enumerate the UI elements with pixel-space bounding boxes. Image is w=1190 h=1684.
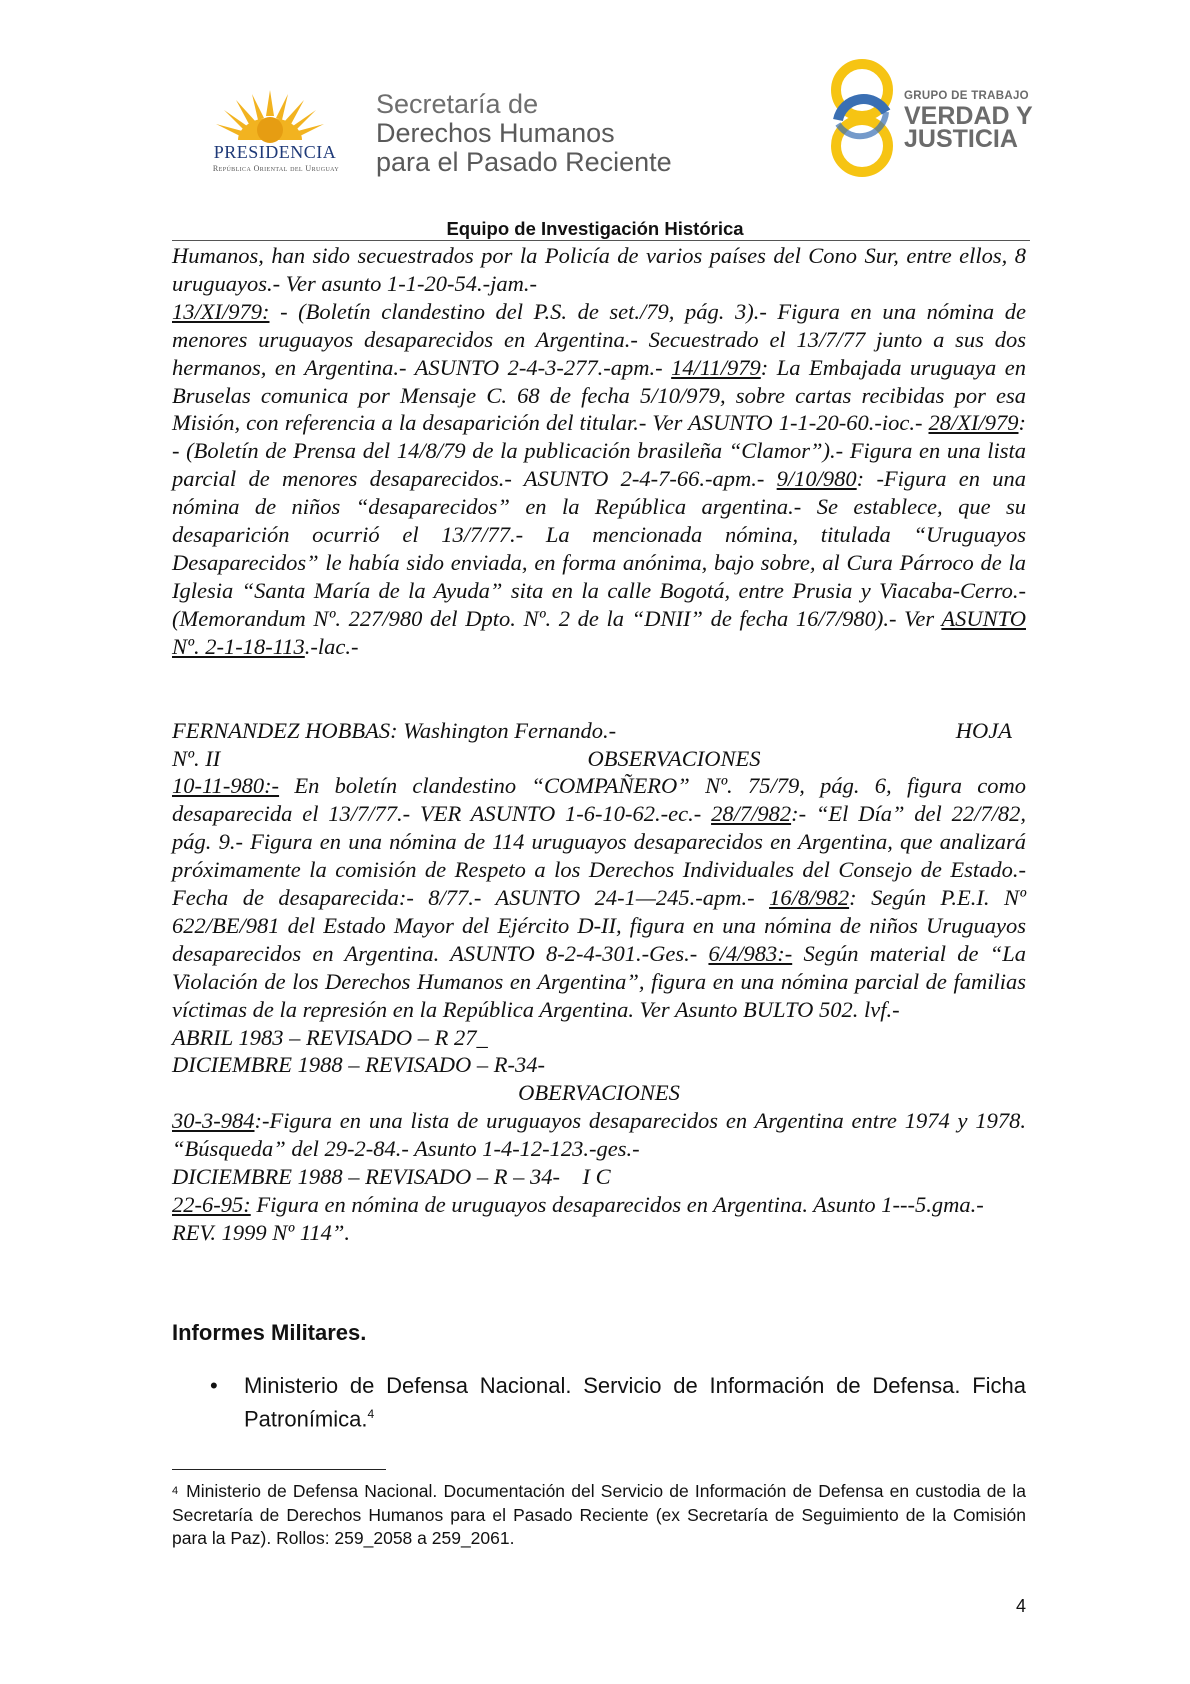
secretaria-line-3: para el Pasado Reciente: [376, 147, 672, 177]
text-run: .-lac.-: [304, 633, 359, 659]
document-body: [172, 242, 1026, 1247]
text-run: :- “El Día” del 22/7/82, pág. 9.- Figura en una nómina de 114 uruguayos desaparecidos en Argentina, que analizará próximamente la comisión de Respeto a los Derechos Individuales del Consejo de Estado.- Fecha de desaparecida:- 8/77.- ASUNTO 24-1—245.-apm.-: [172, 801, 1026, 911]
observaciones-heading-2: OBERVACIONES: [518, 1080, 680, 1106]
text-run: :-Figura en una lista de uruguayos desaparecidos en Argentina entre 1974 y 1978. “Búsqueda” del 29-2-84.- Asunto 1-4-12-123.-ges.-: [172, 1108, 1026, 1162]
republica-label: República Oriental del Uruguay: [212, 164, 340, 173]
date-reference: 28/7/982: [711, 801, 792, 827]
footnote: [172, 1480, 1026, 1551]
verdad-justicia-logo: [826, 56, 898, 180]
date-reference: 28/XI/979: [928, 410, 1019, 436]
paragraph: [172, 1191, 1026, 1219]
page-number: 4: [1016, 1596, 1027, 1616]
text-run: : Según P.E.I. Nº 622/BE/981 del Estado Mayor del Ejército D-II, figura en una nómina de niños Uruguayos desaparecidos en Argentina. ASUNTO 8-2-4-301.-Ges.-: [172, 885, 1026, 966]
text-run: : La Embajada uruguaya en Bruselas comunica por Mensaje C. 68 de fecha 5/10/979, sobre cartas recibidas por esa Misión, con referencia a la desaparición del titular.- Ver ASUNTO 1-1-20-60.-ioc.-: [172, 354, 1026, 436]
text-run: Según material de “La Violación de los Derechos Humanos en Argentina”, figura en una nómina parcial de familias víctimas de la represión en la República Argentina. Ver Asunto BULTO 502. lvf.-: [172, 940, 1026, 1022]
verdad-label: VERDAD Y: [904, 102, 1033, 130]
header-rule: [172, 240, 1030, 241]
date-reference: ASUNTO Nº. 2-1-18-113: [172, 605, 1026, 659]
text-run: - (Boletín clandestino del P.S. de set./79, pág. 3).- Figura en una nómina de menores uruguayos desaparecidos en Argentina.- Secuestrado el 13/7/77 junto a sus dos hermanos, en Argentina.- ASUNTO 2-4-3-277.-apm.-: [172, 298, 1026, 380]
text-run: Humanos, han sido secuestrados por la Policía de varios países del Cono Sur, entre ellos, 8 uruguayos.- Ver asunto 1-1-20-54.-jam.-: [172, 243, 1026, 296]
name-line: [172, 717, 1026, 745]
page-header: [0, 0, 1190, 239]
secretaria-line-2: Derechos Humanos: [376, 118, 615, 148]
text-run: Figura en nómina de uruguayos desaparecidos en Argentina. Asunto 1---5.gma.-: [250, 1192, 984, 1217]
bullet-text: [244, 1372, 1026, 1433]
grupo-de-trabajo-label: GRUPO DE TRABAJO: [904, 90, 1029, 102]
date-reference: 16/8/982: [769, 885, 850, 911]
observaciones-heading: OBSERVACIONES: [587, 745, 761, 771]
date-reference: 9/10/980: [776, 466, 857, 492]
secretaria-name: [376, 90, 672, 177]
date-reference: 14/11/979: [671, 354, 761, 380]
footnote-rule: [172, 1469, 386, 1470]
footnote-text: Ministerio de Defensa Nacional. Documentación del Servicio de Información de Defensa en custodia de la Secretaría de Derechos Humanos para el Pasado Reciente (ex Secretaría de Seguimiento de la Comisión para la Paz). Rollos: 259_2058 a 259_2061.: [172, 1481, 1026, 1548]
hoja-label: HOJA: [955, 717, 1012, 743]
text-run: : - (Boletín de Prensa del 14/8/79 de la publicación brasileña “Clamor”).- Figura en una lista parcial de menores desaparecidos.- ASUNTO 2-4-7-66.-apm.-: [172, 410, 1026, 492]
paragraph: [172, 298, 1026, 661]
hoja-observaciones-line: [172, 745, 1026, 773]
hoja-number: Nº. II: [172, 745, 221, 771]
revision-line: DICIEMBRE 1988 – REVISADO – R – 34- I C: [172, 1164, 611, 1190]
bullet-dot-icon: •: [210, 1373, 218, 1398]
section-title: Informes Militares.: [172, 1320, 367, 1345]
revision-line: DICIEMBRE 1988 – REVISADO – R-34-: [172, 1052, 546, 1078]
date-reference: 13/XI/979:: [172, 298, 270, 324]
paragraph: [172, 772, 1026, 1023]
revision-line: REV. 1999 Nº 114”.: [172, 1219, 351, 1245]
paragraph: [172, 1107, 1026, 1163]
footnote-ref[interactable]: 4: [367, 1407, 375, 1421]
team-title: Equipo de Investigación Histórica: [446, 218, 744, 239]
bullet-item: [210, 1372, 1026, 1433]
date-reference: 30-3-984: [172, 1108, 255, 1134]
date-reference: 22-6-95:: [172, 1192, 251, 1217]
revision-line: ABRIL 1983 – REVISADO – R 27_: [172, 1024, 488, 1050]
paragraph: [172, 242, 1026, 298]
secretaria-line-1: Secretaría de: [376, 89, 539, 119]
date-reference: 6/4/983:-: [708, 940, 793, 966]
footnote-number: 4: [172, 1485, 179, 1497]
subject-name: FERNANDEZ HOBBAS: Washington Fernando.-: [172, 717, 617, 743]
spacer: [172, 661, 1026, 717]
text-run: : -Figura en una nómina de niños “desaparecidos” en la República argentina.- Se establece, que su desaparición ocurrió el 13/7/77.- La mencionada nómina, titulada “Uruguayos Desaparecidos” le había sido enviada, en forma anónima, bajo sobre, al Cura Párroco de la Iglesia “Santa María de la Ayuda” sita en la calle Bogotá, entre Prusia y Viacaba-Cerro.- (Memorandum Nº. 227/980 del Dpto. Nº. 2 de la “DNII” de fecha 16/7/980).- Ver: [172, 466, 1026, 631]
text-run: En boletín clandestino “COMPAÑERO” Nº. 75/79, pág. 6, figura como desaparecida el 13/7/77.- VER ASUNTO 1-6-10-62.-ec.-: [172, 773, 1026, 827]
justicia-label: JUSTICIA: [904, 125, 1018, 153]
presidencia-label: PRESIDENCIA: [213, 142, 337, 162]
date-reference: 10-11-980:-: [172, 773, 280, 799]
bullet-label: Ministerio de Defensa Nacional. Servicio de Información de Defensa. Ficha Patronímica.: [244, 1373, 1026, 1432]
